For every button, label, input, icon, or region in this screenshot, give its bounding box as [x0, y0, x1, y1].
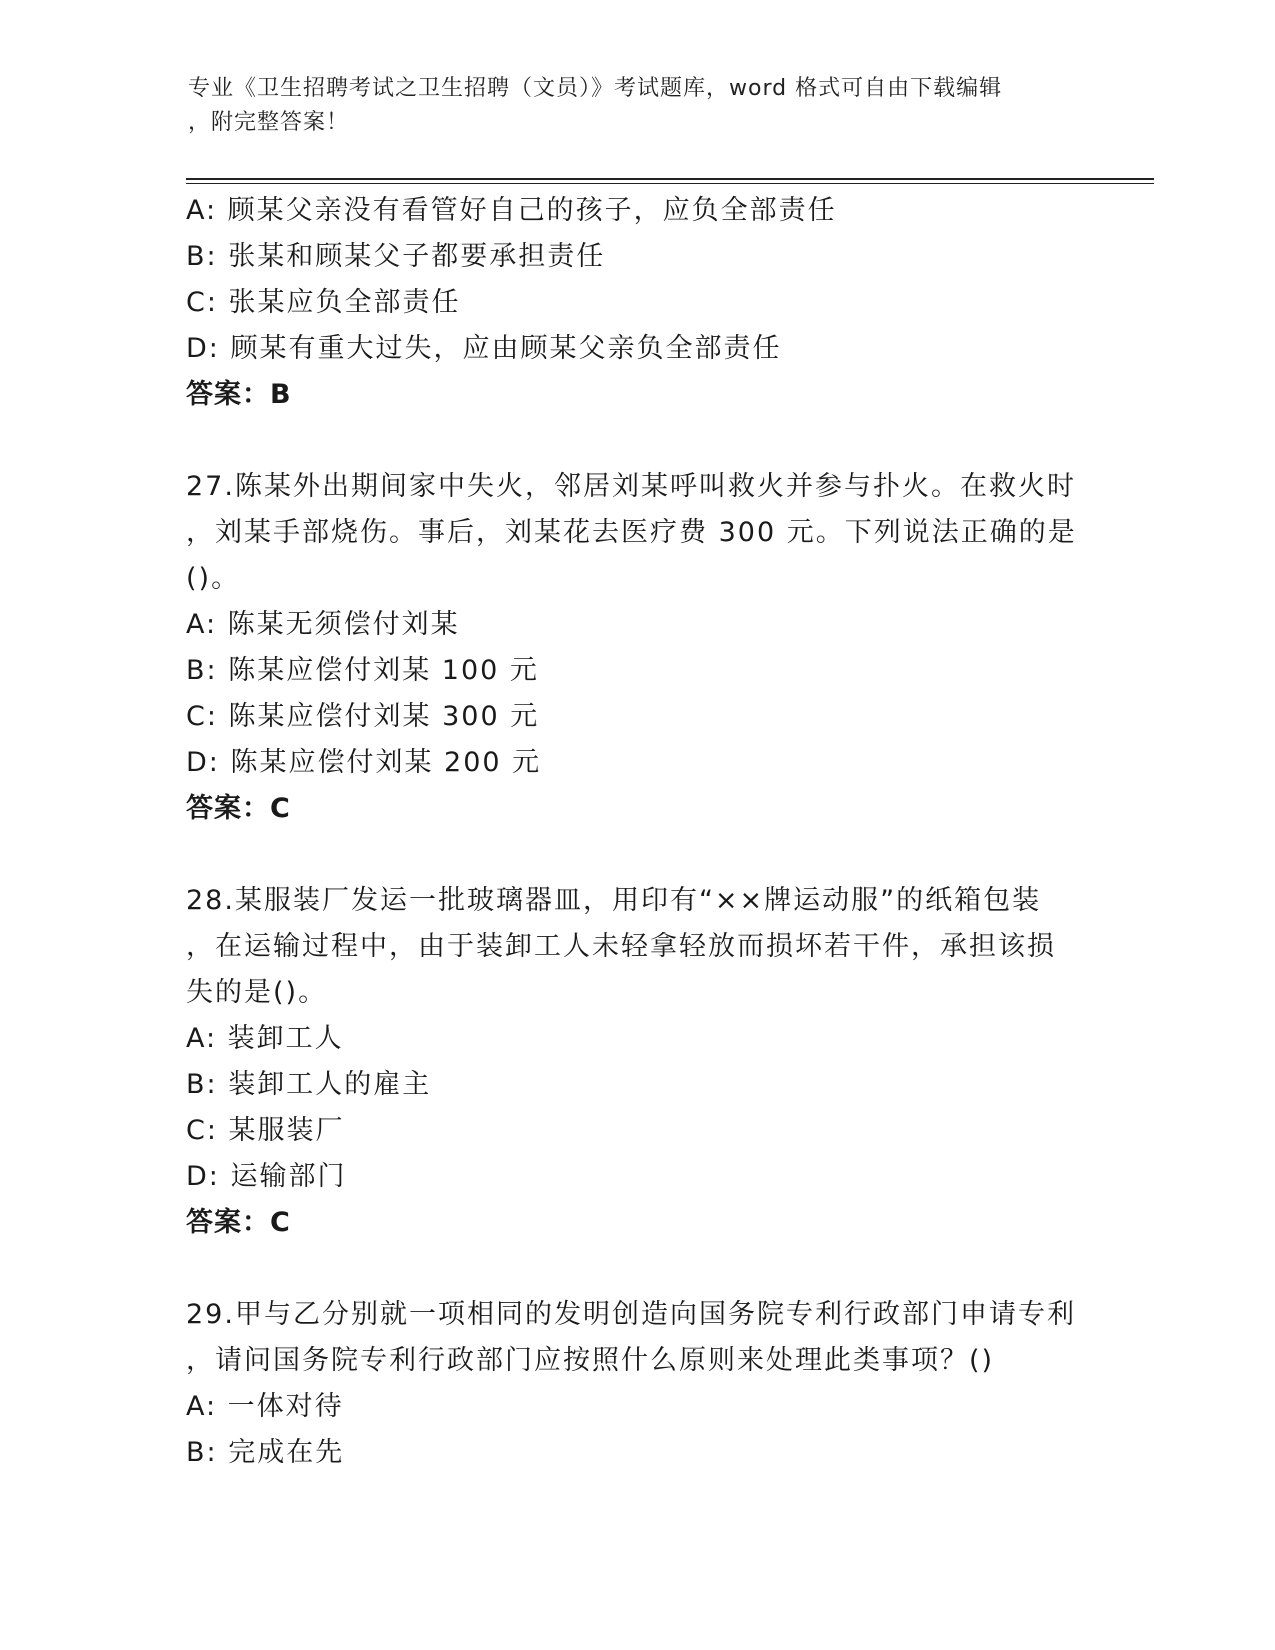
- option-d: D: 运输部门: [186, 1161, 347, 1192]
- option-a: A: 陈某无须偿付刘某: [186, 609, 460, 640]
- option-a: A: 一体对待: [186, 1391, 344, 1422]
- question-stem-line: ，请问国务院专利行政部门应按照什么原则来处理此类事项？(): [186, 1345, 995, 1376]
- question-body: [186, 188, 1086, 1476]
- answer-line: 答案：B: [186, 379, 292, 410]
- question-stem-line: 29.甲与乙分别就一项相同的发明创造向国务院专利行政部门申请专利: [186, 1299, 1076, 1330]
- question-stem-line: 28.某服装厂发运一批玻璃器皿，用印有“××牌运动服”的纸箱包装: [186, 885, 1042, 916]
- header-rule-thin: [186, 183, 1154, 184]
- option-c: C: 陈某应偿付刘某 300 元: [186, 701, 540, 732]
- option-b: B: 完成在先: [186, 1437, 345, 1468]
- question-stem-line: ，刘某手部烧伤。事后，刘某花去医疗费 300 元。下列说法正确的是: [186, 517, 1077, 548]
- option-b: B: 张某和顾某父子都要承担责任: [186, 241, 606, 272]
- option-c: C: 某服装厂: [186, 1115, 345, 1146]
- question-stem-line: 27.陈某外出期间家中失火，邻居刘某呼叫救火并参与扑火。在救火时: [186, 471, 1076, 502]
- option-a: A: 装卸工人: [186, 1023, 344, 1054]
- question-stem-line: ，在运输过程中，由于装卸工人未轻拿轻放而损坏若干件，承担该损: [186, 931, 1056, 962]
- option-a: A: 顾某父亲没有看管好自己的孩子，应负全部责任: [186, 195, 837, 226]
- option-b: B: 陈某应偿付刘某 100 元: [186, 655, 539, 686]
- question-29-block: [186, 1292, 1086, 1476]
- header-rule-thick: [186, 178, 1154, 180]
- prev-question-block: [186, 188, 1086, 418]
- question-stem-line: ()。: [186, 563, 241, 594]
- answer-line: 答案：C: [186, 793, 291, 824]
- option-b: B: 装卸工人的雇主: [186, 1069, 432, 1100]
- question-28-block: [186, 878, 1086, 1246]
- question-stem-line: 失的是()。: [186, 977, 328, 1008]
- option-d: D: 陈某应偿付刘某 200 元: [186, 747, 542, 778]
- answer-line: 答案：C: [186, 1207, 291, 1238]
- question-27-block: [186, 464, 1086, 832]
- option-c: C: 张某应负全部责任: [186, 287, 461, 318]
- document-header: [188, 72, 1068, 140]
- header-line-2: ，附完整答案！: [188, 110, 350, 135]
- header-line-1: 专业《卫生招聘考试之卫生招聘（文员）》考试题库，word 格式可自由下载编辑: [188, 76, 1003, 101]
- option-d: D: 顾某有重大过失，应由顾某父亲负全部责任: [186, 333, 782, 364]
